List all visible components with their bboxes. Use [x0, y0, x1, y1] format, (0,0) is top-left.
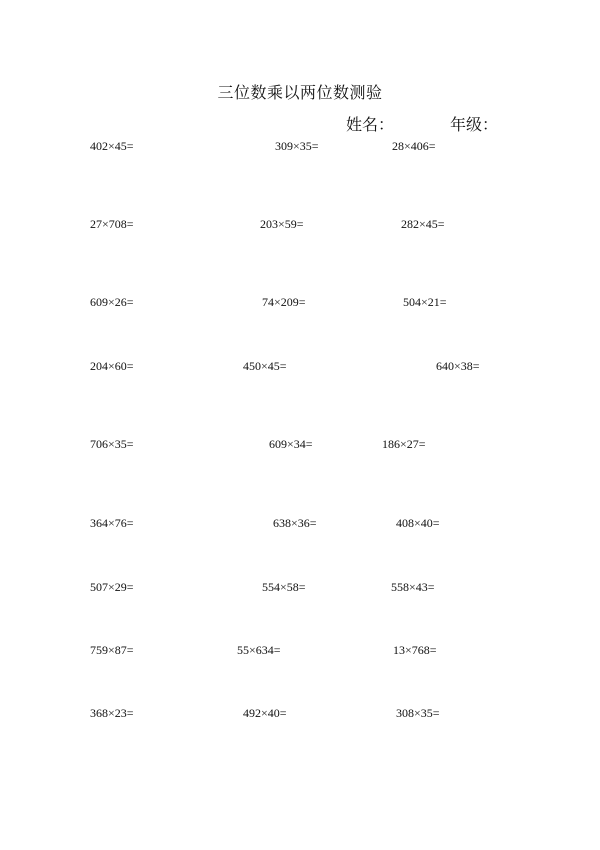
- problem: 13×768=: [393, 643, 437, 657]
- name-label: 姓名：: [346, 115, 395, 134]
- problem: 368×23=: [90, 706, 134, 720]
- problem: 609×34=: [269, 437, 313, 451]
- page-title: 三位数乘以两位数测验: [217, 83, 383, 102]
- problem: 609×26=: [90, 295, 134, 309]
- problem: 309×35=: [275, 139, 319, 153]
- problem: 74×209=: [262, 295, 306, 309]
- problem: 504×21=: [403, 295, 447, 309]
- problem: 203×59=: [260, 217, 304, 231]
- problem: 28×406=: [392, 139, 436, 153]
- problem: 558×43=: [391, 580, 435, 594]
- problem: 364×76=: [90, 516, 134, 530]
- grade-label: 年级：: [450, 115, 499, 134]
- problem: 706×35=: [90, 437, 134, 451]
- problem: 408×40=: [396, 516, 440, 530]
- problem: 759×87=: [90, 643, 134, 657]
- problem: 492×40=: [243, 706, 287, 720]
- problem: 27×708=: [90, 217, 134, 231]
- problem: 204×60=: [90, 359, 134, 373]
- problem: 640×38=: [436, 359, 480, 373]
- problem: 402×45=: [90, 139, 134, 153]
- problem: 282×45=: [401, 217, 445, 231]
- problem: 55×634=: [237, 643, 281, 657]
- problem: 308×35=: [396, 706, 440, 720]
- problem: 450×45=: [243, 359, 287, 373]
- problem: 507×29=: [90, 580, 134, 594]
- problem: 638×36=: [273, 516, 317, 530]
- problem: 186×27=: [382, 437, 426, 451]
- problem: 554×58=: [262, 580, 306, 594]
